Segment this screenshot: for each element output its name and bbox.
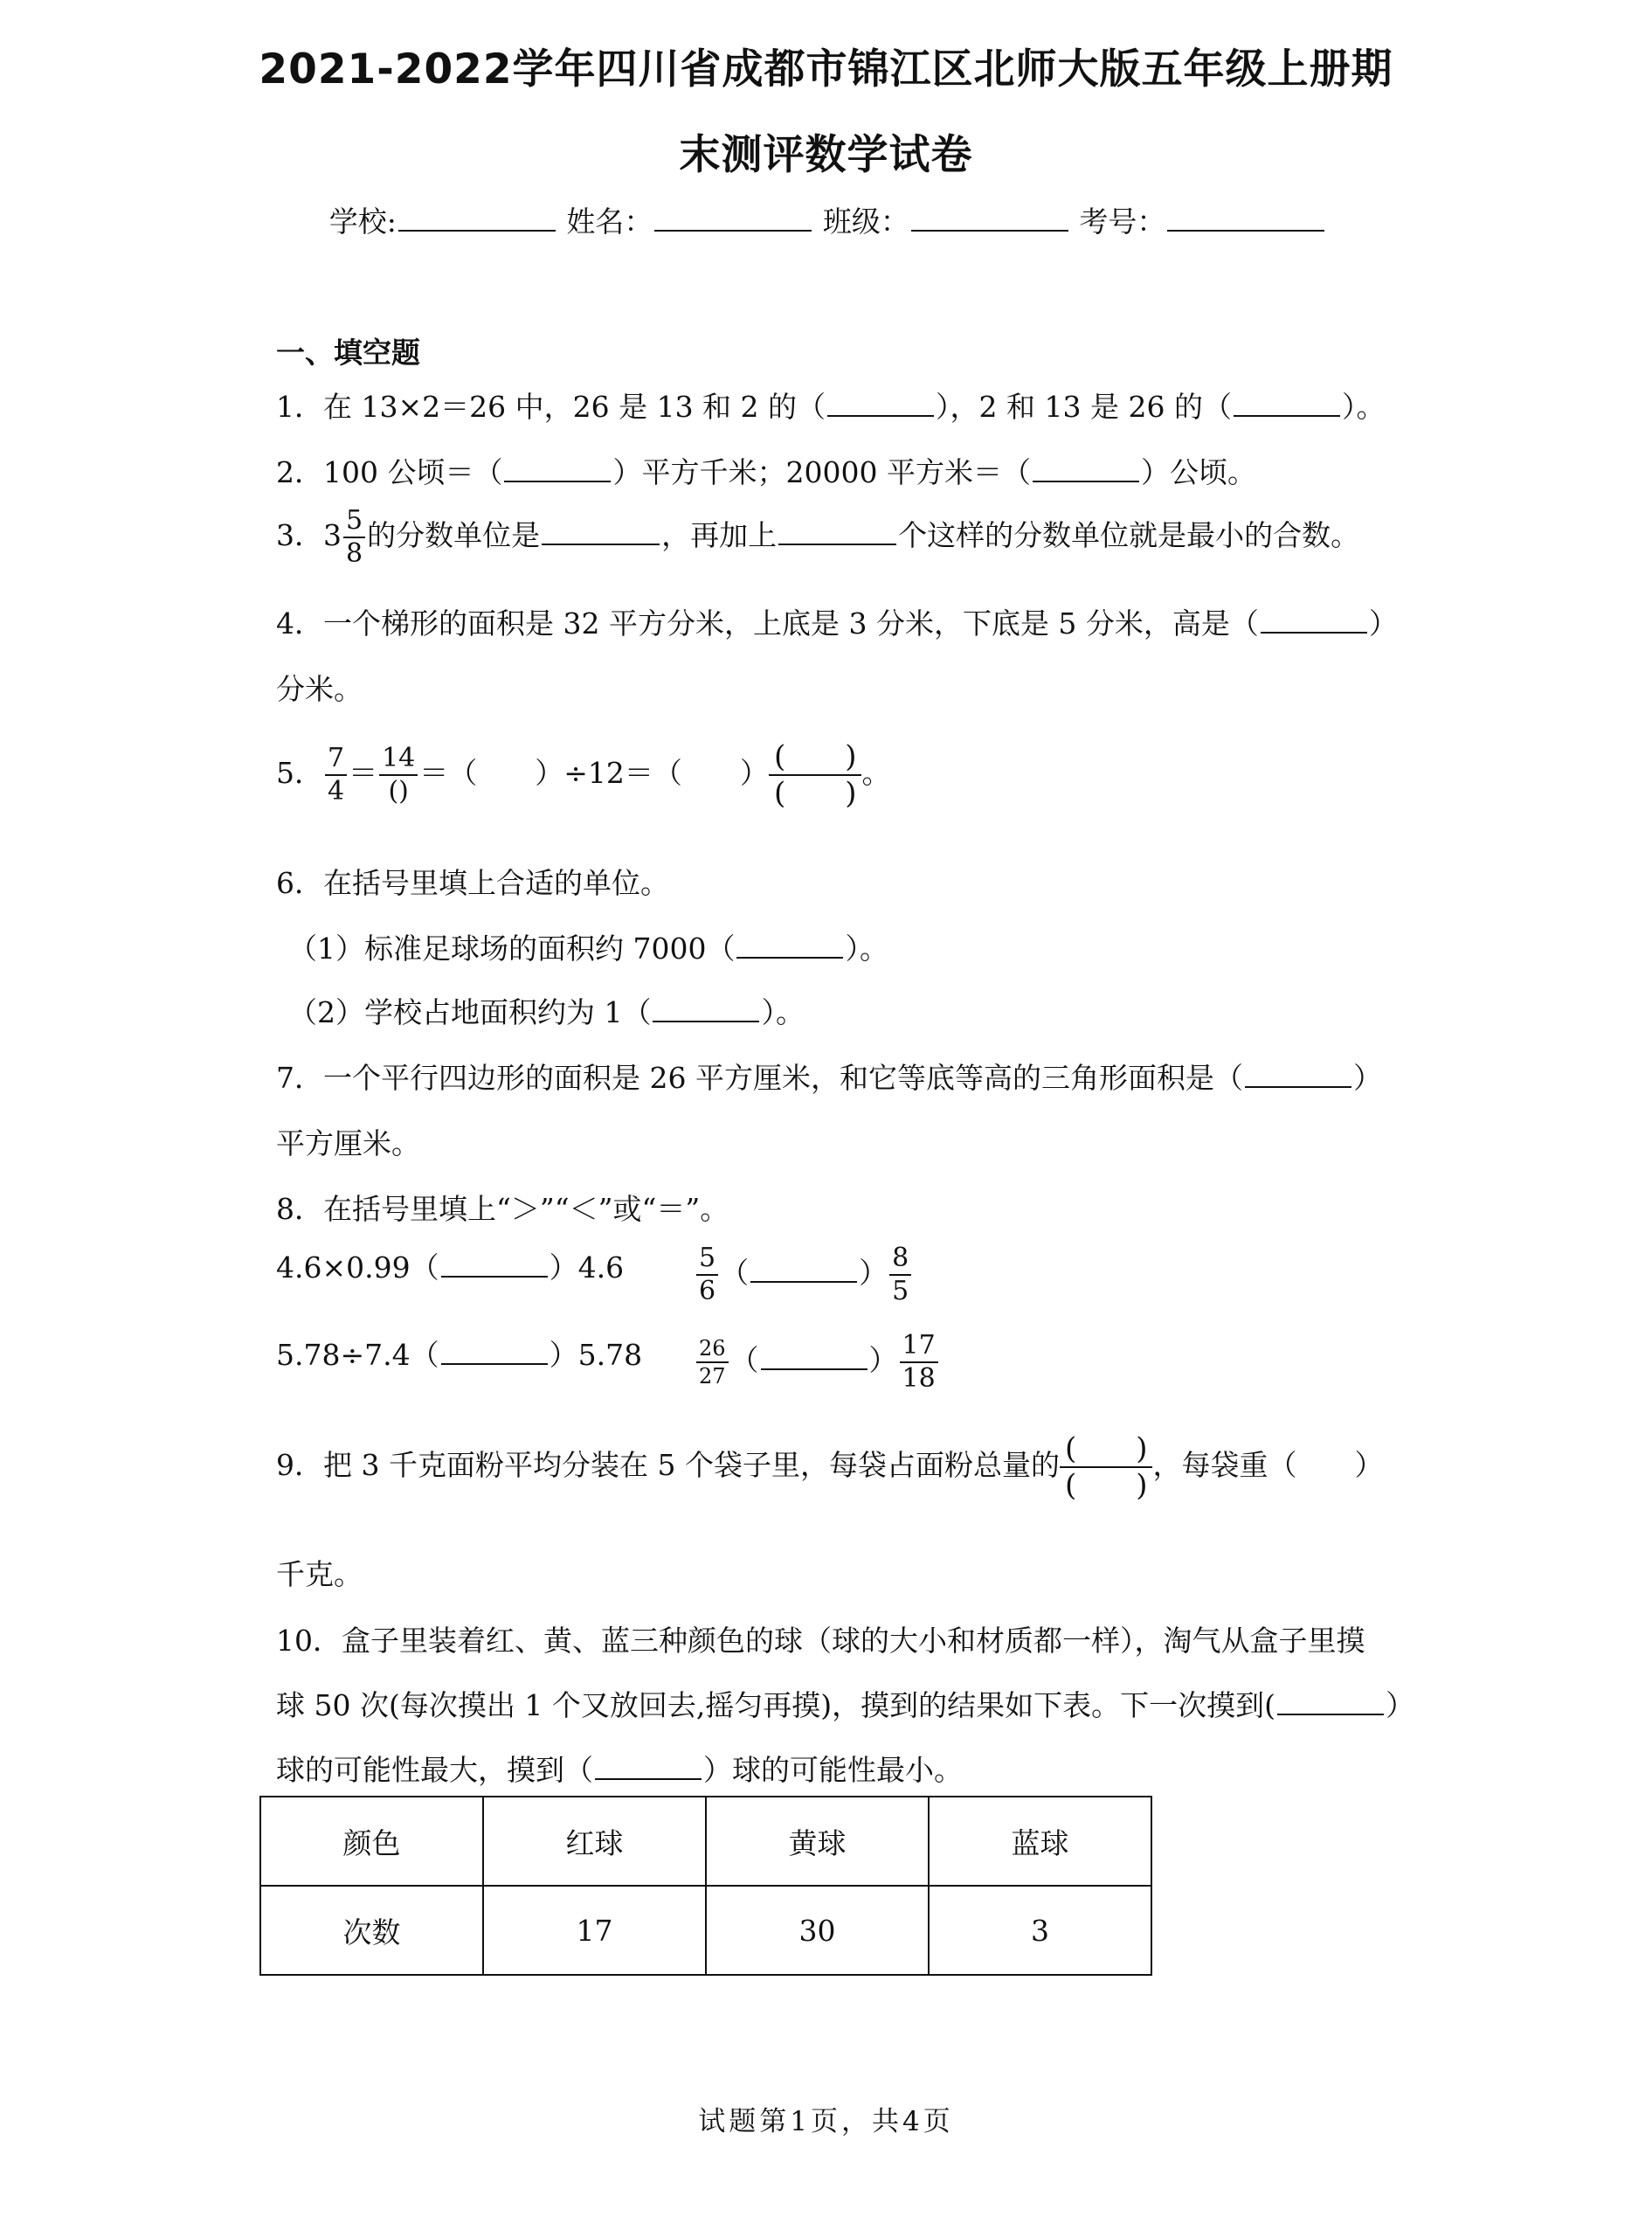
q8-row-2-left: 5.78÷7.4（ ）5.78 xyxy=(276,1338,643,1372)
q10-blank-1[interactable] xyxy=(1277,1693,1384,1715)
q7-text-b: ） xyxy=(1352,1061,1382,1095)
q2-blank-2[interactable] xyxy=(1033,460,1139,482)
q5-equals: ＝ xyxy=(349,756,378,790)
table-cell: 30 xyxy=(706,1886,929,1975)
q5-end: 。 xyxy=(861,756,891,790)
q8-row-1-right: $\frac{5}{6}$ （ ） $\frac{8}{5}$ xyxy=(695,1243,913,1307)
q5-fraction-1: $\frac{7}{4}$ xyxy=(325,743,347,807)
q3-blank-1[interactable] xyxy=(542,523,660,545)
q3-fraction: $\frac{5}{8}$ xyxy=(343,505,365,570)
question-9-cont: 千克。 xyxy=(276,1557,363,1591)
q6-1-text-a: （1）标准足球场的面积约 7000（ xyxy=(288,932,736,966)
table-cell: 次数 xyxy=(260,1886,483,1975)
name-label: 姓名： xyxy=(566,204,653,239)
question-5 xyxy=(276,739,890,811)
q4-blank[interactable] xyxy=(1261,611,1367,634)
q8-row1-blank-1[interactable] xyxy=(441,1255,548,1278)
q8-row-2-right: $\frac{26}{27}$ （ ） $\frac{17}{18}$ xyxy=(695,1330,940,1395)
question-6-2 xyxy=(288,990,805,1031)
question-9 xyxy=(276,1431,1383,1503)
q5-blank-fraction[interactable]: ( ) ( ) xyxy=(769,739,862,811)
name-field[interactable] xyxy=(654,205,812,232)
q6-2-text-b: ）。 xyxy=(761,995,805,1029)
page-footer: 试题第1页，共4页 xyxy=(698,2106,954,2137)
table-cell: 蓝球 xyxy=(929,1797,1151,1886)
q10-blank-2[interactable] xyxy=(595,1757,702,1780)
school-label: 学校: xyxy=(328,204,397,239)
q1-text-a: 1．在 13×2＝26 中，26 是 13 和 2 的（ xyxy=(276,390,826,424)
question-1 xyxy=(276,384,1385,426)
q8-row1-blank-2[interactable] xyxy=(750,1260,857,1283)
table-cell: 颜色 xyxy=(260,1797,483,1886)
q6-2-blank[interactable] xyxy=(653,1000,759,1022)
q5-label: 5． xyxy=(276,756,323,790)
q2-text-b: ）平方千米；20000 平方米＝（ xyxy=(612,455,1031,489)
q3-text-c: ，再加上 xyxy=(661,518,778,552)
ball-count-table xyxy=(259,1796,1152,1976)
q9-text-b: ，每袋重（ ） xyxy=(1152,1448,1384,1482)
exam-no-label: 考号： xyxy=(1079,204,1166,239)
q4-text-b: ） xyxy=(1368,606,1398,641)
question-7 xyxy=(276,1056,1382,1097)
q2-blank-1[interactable] xyxy=(504,460,611,482)
q8-row1-fraction-1: $\frac{5}{6}$ xyxy=(696,1243,718,1307)
q1-blank-1[interactable] xyxy=(827,394,934,417)
table-cell: 17 xyxy=(483,1886,706,1975)
question-3 xyxy=(276,505,1359,570)
question-4-cont: 分米。 xyxy=(276,672,363,706)
q9-text-a: 9．把 3 千克面粉平均分装在 5 个袋子里，每袋占面粉总量的 xyxy=(276,1448,1060,1482)
q2-text-a: 2．100 公顷＝（ xyxy=(276,455,503,489)
q7-blank[interactable] xyxy=(1245,1065,1351,1088)
q8-row2-blank-1[interactable] xyxy=(441,1342,548,1365)
school-field[interactable] xyxy=(398,205,556,232)
table-header-row xyxy=(260,1797,1151,1886)
table-cell: 黄球 xyxy=(706,1797,929,1886)
q6-1-blank[interactable] xyxy=(736,936,843,959)
q3-text-d: 个这样的分数单位就是最小的合数。 xyxy=(898,518,1360,552)
question-7-cont: 平方厘米。 xyxy=(276,1126,420,1160)
q8-row-1-left: 4.6×0.99（ ）4.6 xyxy=(276,1250,625,1285)
question-10: 10．盒子里装着红、黄、蓝三种颜色的球（球的大小和材质都一样），淘气从盒子里摸 xyxy=(276,1624,1365,1658)
question-10-line-2: 球 50 次(每次摸出 1 个又放回去,摇匀再摸)，摸到的结果如下表。下一次摸到( ） xyxy=(276,1688,1415,1722)
q1-text-c: ）。 xyxy=(1341,390,1386,424)
table-cell: 红球 xyxy=(483,1797,706,1886)
q9-blank-fraction[interactable]: ( ) ( ) xyxy=(1060,1431,1153,1503)
title-line-1: 2021-2022学年四川省成都市锦江区北师大版五年级上册期 xyxy=(259,45,1393,93)
q2-text-c: ）公顷。 xyxy=(1140,455,1256,489)
question-10-line-3: 球的可能性最大，摸到（ ）球的可能性最小。 xyxy=(276,1753,963,1787)
question-6-1 xyxy=(288,926,888,967)
q6-1-text-b: ）。 xyxy=(845,932,888,966)
q4-text-a: 4．一个梯形的面积是 32 平方分米，上底是 3 分米，下底是 5 分米，高是（ xyxy=(276,606,1259,641)
title-line-2: 末测评数学试卷 xyxy=(679,131,973,179)
question-4 xyxy=(276,601,1398,642)
q5-text-b: ＝（ ）÷12＝（ ） xyxy=(419,756,769,790)
table-cell: 3 xyxy=(929,1886,1151,1975)
question-6: 6．在括号里填上合适的单位。 xyxy=(276,866,669,900)
question-2 xyxy=(276,450,1256,491)
q3-text-b: 的分数单位是 xyxy=(367,518,541,552)
q6-2-text-a: （2）学校占地面积约为 1（ xyxy=(288,995,652,1029)
class-label: 班级： xyxy=(822,204,909,239)
q8-row1-fraction-2: $\frac{8}{5}$ xyxy=(889,1243,911,1307)
table-row xyxy=(260,1886,1151,1975)
q5-fraction-2: $\frac{14}{()}$ xyxy=(379,743,418,807)
q1-blank-2[interactable] xyxy=(1234,394,1340,417)
class-field[interactable] xyxy=(911,205,1068,232)
q3-blank-2[interactable] xyxy=(778,523,896,545)
q1-text-b: ），2 和 13 是 26 的（ xyxy=(936,390,1232,424)
question-8: 8．在括号里填上“＞”“＜”或“＝”。 xyxy=(276,1192,729,1226)
q8-row2-blank-2[interactable] xyxy=(761,1347,867,1370)
student-info xyxy=(0,199,1652,240)
section-heading: 一、填空题 xyxy=(276,336,420,370)
q8-row2-fraction-2: $\frac{17}{18}$ xyxy=(900,1330,938,1395)
q7-text-a: 7．一个平行四边形的面积是 26 平方厘米，和它等底等高的三角形面积是（ xyxy=(276,1061,1243,1095)
exam-no-field[interactable] xyxy=(1167,205,1324,232)
q3-text-a: 3．3 xyxy=(276,518,342,552)
q8-row2-fraction-1: $\frac{26}{27}$ xyxy=(696,1335,729,1389)
